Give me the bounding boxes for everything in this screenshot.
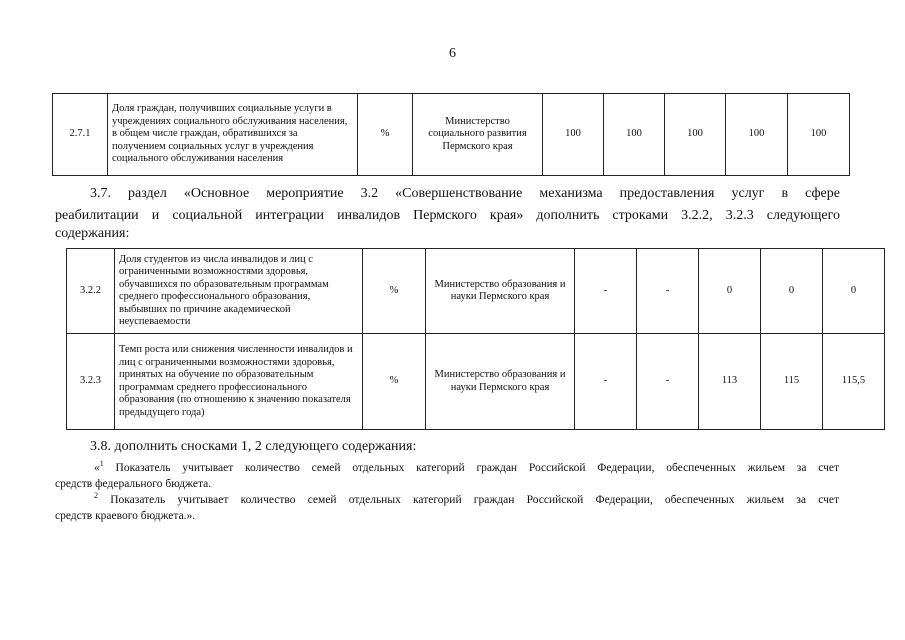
row-number: 2.7.1 bbox=[53, 94, 108, 176]
footnote-1-line2: средств федерального бюджета. bbox=[55, 478, 212, 490]
value-cell: 0 bbox=[761, 249, 823, 334]
table-row bbox=[53, 94, 850, 176]
value-cell: 115,5 bbox=[823, 334, 885, 430]
section-3-7-line2: реабилитации и социальной интеграции инвалидов Пермского края» дополнить строками 3.2.2, 3.2.3 следующего bbox=[55, 208, 840, 223]
footnote-1-mark: 1 bbox=[99, 459, 104, 469]
section-3-7-line1: 3.7. раздел «Основное мероприятие 3.2 «Совершенствование механизма предоставления услуг в сфере bbox=[90, 186, 840, 201]
quote-mark: « bbox=[94, 462, 100, 474]
unit-cell: % bbox=[363, 334, 426, 430]
footnote-2-mark: 2 bbox=[94, 491, 98, 501]
footnote-2-line1 bbox=[94, 493, 839, 508]
indicator-name: Темп роста или снижения численности инвалидов и лиц с ограниченными возможностями здоровья, принятых на обучение по образовательным программам среднего профессионального образования (по отношению к значению показателя предыдущего года) bbox=[115, 334, 363, 430]
footnote-2-line2: средств краевого бюджета.». bbox=[55, 510, 196, 522]
indicator-table-2-7 bbox=[52, 93, 850, 176]
value-cell: 100 bbox=[788, 94, 850, 176]
page-number: 6 bbox=[449, 46, 456, 61]
value-cell: - bbox=[575, 249, 637, 334]
value-cell: 100 bbox=[604, 94, 665, 176]
value-cell: 113 bbox=[699, 334, 761, 430]
row-number: 3.2.2 bbox=[67, 249, 115, 334]
ministry-cell: Министерство образования и науки Пермского края bbox=[426, 249, 575, 334]
indicator-name: Доля студентов из числа инвалидов и лиц с ограниченными возможностями здоровья, обучавшихся по образовательным программам среднего профессионального образования, выбывших по причине академической неуспеваемости bbox=[115, 249, 363, 334]
value-cell: 115 bbox=[761, 334, 823, 430]
ministry-cell: Министерство социального развития Пермского края bbox=[413, 94, 543, 176]
footnote-1-text: Показатель учитывает количество семей отдельных категорий граждан Российской Федерации, обеспеченных жильем за счет bbox=[103, 462, 839, 474]
value-cell: 0 bbox=[823, 249, 885, 334]
value-cell: 100 bbox=[726, 94, 788, 176]
ministry-cell: Министерство образования и науки Пермского края bbox=[426, 334, 575, 430]
section-3-7-line3: содержания: bbox=[55, 226, 130, 241]
table-row bbox=[67, 249, 885, 334]
row-number: 3.2.3 bbox=[67, 334, 115, 430]
unit-cell: % bbox=[363, 249, 426, 334]
footnote-2-text: Показатель учитывает количество семей отдельных категорий граждан Российской Федерации, обеспеченных жильем за счет bbox=[98, 494, 839, 506]
unit-cell: % bbox=[358, 94, 413, 176]
indicator-table-3-2 bbox=[66, 248, 885, 430]
value-cell: 100 bbox=[665, 94, 726, 176]
indicator-name: Доля граждан, получивших социальные услуги в учреждениях социального обслуживания населения, в общем числе граждан, обратившихся за получением социальных услуг в учреждения социального обслуживания населения bbox=[108, 94, 358, 176]
value-cell: - bbox=[575, 334, 637, 430]
section-3-8: 3.8. дополнить сносками 1, 2 следующего содержания: bbox=[90, 439, 417, 454]
value-cell: - bbox=[637, 249, 699, 334]
value-cell: 0 bbox=[699, 249, 761, 334]
value-cell: - bbox=[637, 334, 699, 430]
footnote-1-line1 bbox=[94, 461, 839, 476]
value-cell: 100 bbox=[543, 94, 604, 176]
table-row bbox=[67, 334, 885, 430]
